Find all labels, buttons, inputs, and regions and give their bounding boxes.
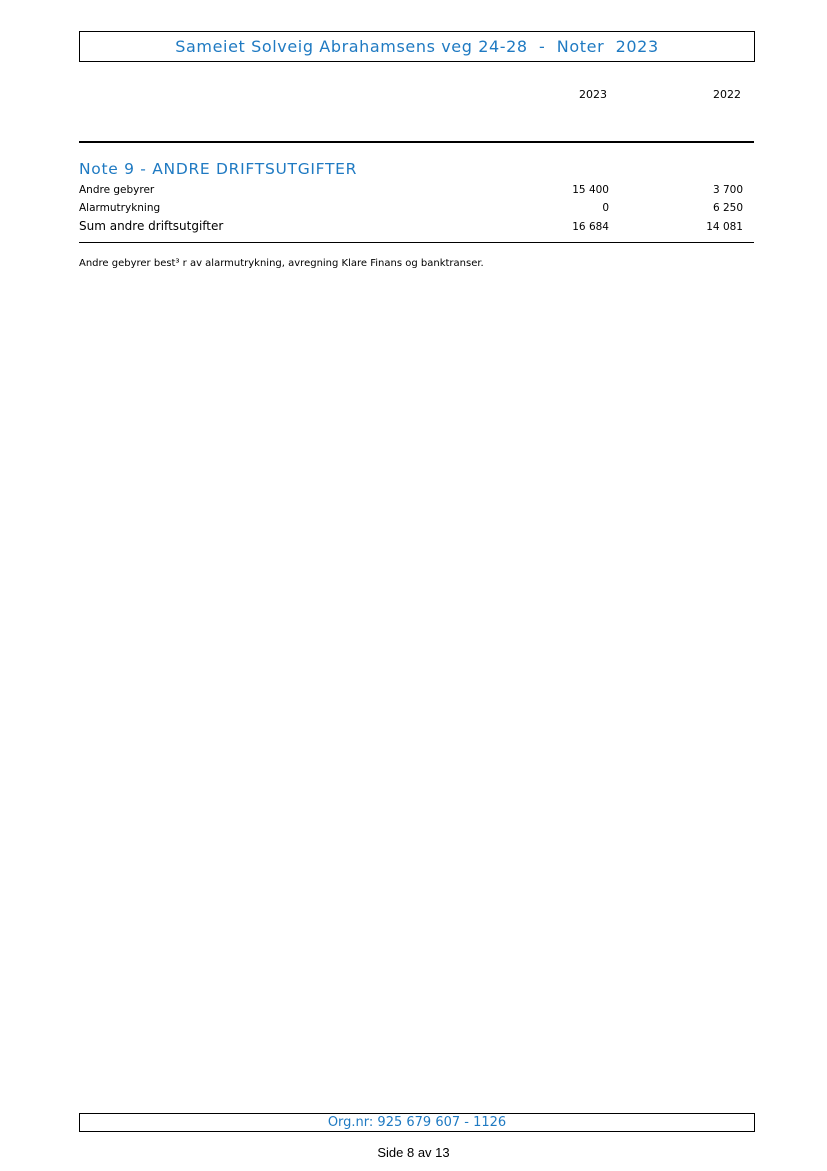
org-number: Org.nr: 925 679 607 - 1126 bbox=[327, 1115, 507, 1130]
sum-label: Sum andre driftsutgifter bbox=[79, 219, 224, 233]
document-title: Sameiet Solveig Abrahamsens veg 24-28 - Noter 2023 bbox=[175, 37, 659, 56]
table-row bbox=[79, 184, 743, 202]
note-comment: Andre gebyrer best³ r av alarmutrykning, avregning Klare Finans og banktranser. bbox=[79, 258, 484, 269]
sum-divider bbox=[79, 242, 754, 243]
sum-value-2022: 14 081 bbox=[706, 221, 743, 233]
sum-value-2023: 16 684 bbox=[572, 221, 609, 233]
sum-row bbox=[79, 219, 743, 237]
row-label: Andre gebyrer bbox=[79, 184, 155, 196]
footer-banner bbox=[79, 1113, 755, 1132]
row-value-2022: 3 700 bbox=[712, 184, 743, 196]
header-banner bbox=[79, 31, 755, 62]
column-header-2022: 2022 bbox=[713, 88, 741, 101]
row-value-2023: 15 400 bbox=[572, 184, 609, 196]
note-title: Note 9 - ANDRE DRIFTSUTGIFTER bbox=[79, 160, 358, 178]
column-header-2023: 2023 bbox=[579, 88, 607, 101]
table-row bbox=[79, 202, 743, 220]
page-number: Side 8 av 13 bbox=[377, 1145, 450, 1160]
row-value-2023: 0 bbox=[602, 202, 609, 214]
row-label: Alarmutrykning bbox=[79, 202, 161, 214]
row-value-2022: 6 250 bbox=[712, 202, 743, 214]
header-divider bbox=[79, 141, 754, 143]
